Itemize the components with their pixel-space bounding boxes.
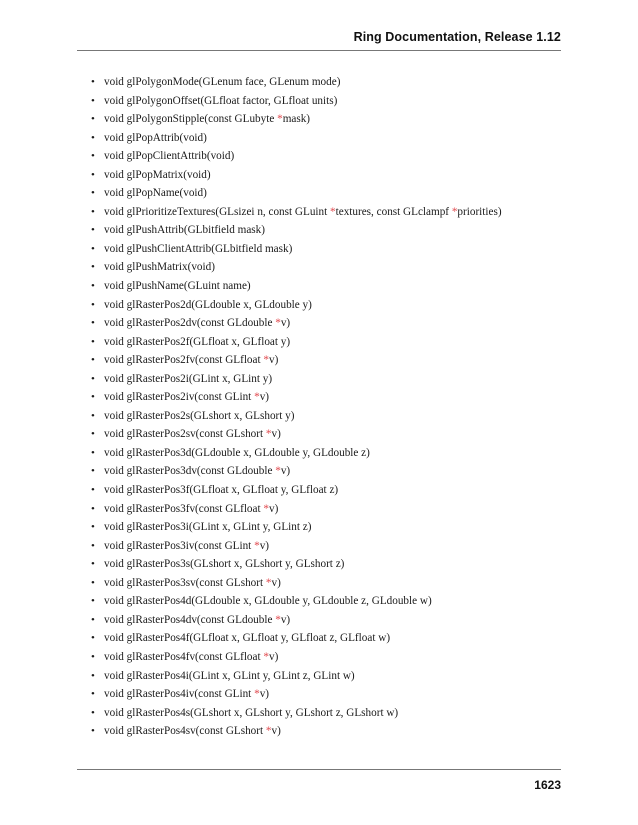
list-item [93, 427, 553, 446]
bullet-icon: • [91, 558, 95, 571]
signature-text: void glPopAttrib(void) [104, 131, 207, 144]
list-item [93, 464, 553, 483]
signature-text: void glRasterPos3f(GLfloat x, GLfloat y, GLfloat z) [104, 484, 339, 497]
signature-text: void glRasterPos4d(GLdouble x, GLdouble y, GLdouble z, GLdouble w) [104, 595, 432, 608]
list-item [93, 539, 553, 558]
signature-text: void glRasterPos3fv(const GLfloat [104, 502, 264, 515]
list-item [93, 557, 553, 576]
signature-text: void glPolygonOffset(GLfloat factor, GLfloat units) [104, 94, 338, 107]
signature-text: void glRasterPos3sv(const GLshort [104, 576, 266, 589]
list-item [93, 298, 553, 317]
bullet-icon: • [91, 595, 95, 608]
list-item [93, 669, 553, 688]
list-item [93, 631, 553, 650]
bullet-icon: • [91, 688, 95, 701]
signature-text: v) [269, 354, 279, 367]
bullet-icon: • [91, 521, 95, 534]
bullet-icon: • [91, 409, 95, 422]
signature-text: void glPushAttrib(GLbitfield mask) [104, 224, 265, 237]
signature-text: void glPushClientAttrib(GLbitfield mask) [104, 242, 293, 255]
bullet-icon: • [91, 539, 95, 552]
footer-divider [77, 769, 561, 770]
signature-text: v) [269, 650, 279, 663]
list-item [93, 205, 553, 224]
pointer-asterisk: * [254, 688, 260, 701]
bullet-icon: • [91, 725, 95, 738]
pointer-asterisk: * [330, 205, 336, 218]
signature-text: void glRasterPos2i(GLint x, GLint y) [104, 372, 273, 385]
signature-text: void glRasterPos4fv(const GLfloat [104, 650, 264, 663]
list-item [93, 168, 553, 187]
list-item [93, 613, 553, 632]
list-item [93, 650, 553, 669]
list-item [93, 520, 553, 539]
list-item [93, 316, 553, 335]
bullet-icon: • [91, 354, 95, 367]
signature-text: void glPolygonStipple(const GLubyte [104, 113, 278, 126]
bullet-icon: • [91, 261, 95, 274]
list-item [93, 186, 553, 205]
signature-text: void glRasterPos2iv(const GLint [104, 391, 255, 404]
signature-text: v) [280, 317, 291, 330]
bullet-icon: • [91, 242, 95, 255]
pointer-asterisk: * [263, 354, 269, 367]
bullet-icon: • [91, 391, 95, 404]
list-item [93, 483, 553, 502]
list-item [93, 706, 553, 725]
bullet-icon: • [91, 706, 95, 719]
list-item [93, 353, 553, 372]
bullet-icon: • [91, 650, 95, 663]
signature-text: void glPopName(void) [104, 187, 207, 200]
list-item [93, 149, 553, 168]
signature-text: void glRasterPos2dv(const GLdouble [104, 317, 276, 330]
bullet-icon: • [91, 131, 95, 144]
signature-text: void glRasterPos3d(GLdouble x, GLdouble y, GLdouble z) [104, 446, 370, 459]
signature-text: void glRasterPos4f(GLfloat x, GLfloat y, GLfloat z, GLfloat w) [104, 632, 391, 645]
signature-text: void glRasterPos3s(GLshort x, GLshort y, GLshort z) [104, 558, 345, 571]
bullet-icon: • [91, 428, 95, 441]
function-signature-list [93, 75, 553, 743]
signature-text: void glRasterPos3dv(const GLdouble [104, 465, 276, 478]
bullet-icon: • [91, 632, 95, 645]
header-divider [77, 50, 561, 51]
running-header-title: Ring Documentation, Release 1.12 [353, 30, 561, 44]
bullet-icon: • [91, 113, 95, 126]
signature-text: void glPopClientAttrib(void) [104, 150, 235, 163]
list-item [93, 372, 553, 391]
bullet-icon: • [91, 280, 95, 293]
pointer-asterisk: * [265, 576, 272, 589]
list-item [93, 94, 553, 113]
pointer-asterisk: * [275, 317, 281, 330]
signature-text: void glRasterPos2fv(const GLfloat [104, 354, 264, 367]
bullet-icon: • [91, 317, 95, 330]
bullet-icon: • [91, 298, 95, 311]
list-item [93, 724, 553, 743]
list-item [93, 446, 553, 465]
signature-text: void glRasterPos3i(GLint x, GLint y, GLint z) [104, 521, 312, 534]
list-item [93, 279, 553, 298]
signature-text: v) [259, 391, 270, 404]
signature-text: v) [271, 428, 281, 441]
bullet-icon: • [91, 94, 95, 107]
pointer-asterisk: * [263, 502, 269, 515]
bullet-icon: • [91, 613, 95, 626]
list-item [93, 335, 553, 354]
signature-text: void glPopMatrix(void) [104, 168, 211, 181]
bullet-icon: • [91, 150, 95, 163]
bullet-icon: • [91, 465, 95, 478]
list-item [93, 75, 553, 94]
bullet-icon: • [91, 372, 95, 385]
pointer-asterisk: * [275, 465, 281, 478]
signature-text: void glPolygonMode(GLenum face, GLenum mode) [104, 76, 341, 88]
pointer-asterisk: * [277, 113, 283, 126]
list-item [93, 390, 553, 409]
pointer-asterisk: * [254, 539, 260, 552]
signature-text: void glRasterPos2f(GLfloat x, GLfloat y) [104, 335, 291, 348]
page-number: 1623 [534, 778, 561, 792]
bullet-icon: • [91, 484, 95, 497]
signature-text: void glRasterPos4sv(const GLshort [104, 725, 266, 738]
list-item [93, 223, 553, 242]
signature-text: v) [271, 576, 281, 589]
list-item [93, 576, 553, 595]
signature-text: void glRasterPos2s(GLshort x, GLshort y) [104, 409, 295, 422]
bullet-icon: • [91, 168, 95, 181]
list-item [93, 594, 553, 613]
bullet-icon: • [91, 669, 95, 682]
bullet-icon: • [91, 76, 95, 88]
signature-text: void glRasterPos4iv(const GLint [104, 688, 255, 701]
signature-text: textures, const GLclampf [335, 205, 452, 218]
signature-text: void glPrioritizeTextures(GLsizei n, const GLuint [104, 205, 331, 218]
signature-text: v) [259, 688, 270, 701]
list-item [93, 502, 553, 521]
bullet-icon: • [91, 205, 95, 218]
signature-text: void glRasterPos4dv(const GLdouble [104, 613, 276, 626]
list-item [93, 242, 553, 261]
signature-text: void glRasterPos4i(GLint x, GLint y, GLint z, GLint w) [104, 669, 355, 682]
signature-text: mask) [282, 113, 311, 126]
pointer-asterisk: * [275, 613, 281, 626]
pointer-asterisk: * [263, 650, 269, 663]
list-item [93, 409, 553, 428]
bullet-icon: • [91, 502, 95, 515]
pointer-asterisk: * [451, 205, 458, 218]
signature-text: v) [259, 539, 270, 552]
pointer-asterisk: * [254, 391, 260, 404]
bullet-icon: • [91, 576, 95, 589]
signature-text: void glRasterPos2sv(const GLshort [104, 428, 266, 441]
signature-text: void glPushMatrix(void) [104, 261, 215, 274]
bullet-icon: • [91, 224, 95, 237]
signature-text: v) [280, 465, 291, 478]
pointer-asterisk: * [265, 725, 272, 738]
list-item [93, 112, 553, 131]
signature-text: priorities) [457, 205, 502, 218]
signature-text: void glRasterPos4s(GLshort x, GLshort y, GLshort z, GLshort w) [104, 706, 399, 719]
list-item [93, 260, 553, 279]
list-item [93, 131, 553, 150]
signature-text: void glRasterPos2d(GLdouble x, GLdouble y) [104, 298, 312, 311]
bullet-icon: • [91, 187, 95, 200]
signature-text: v) [269, 502, 279, 515]
pointer-asterisk: * [265, 428, 272, 441]
signature-text: void glRasterPos3iv(const GLint [104, 539, 255, 552]
signature-text: void glPushName(GLuint name) [104, 280, 251, 293]
bullet-icon: • [91, 335, 95, 348]
signature-text: v) [280, 613, 291, 626]
bullet-icon: • [91, 446, 95, 459]
signature-text: v) [271, 725, 281, 738]
list-item [93, 687, 553, 706]
